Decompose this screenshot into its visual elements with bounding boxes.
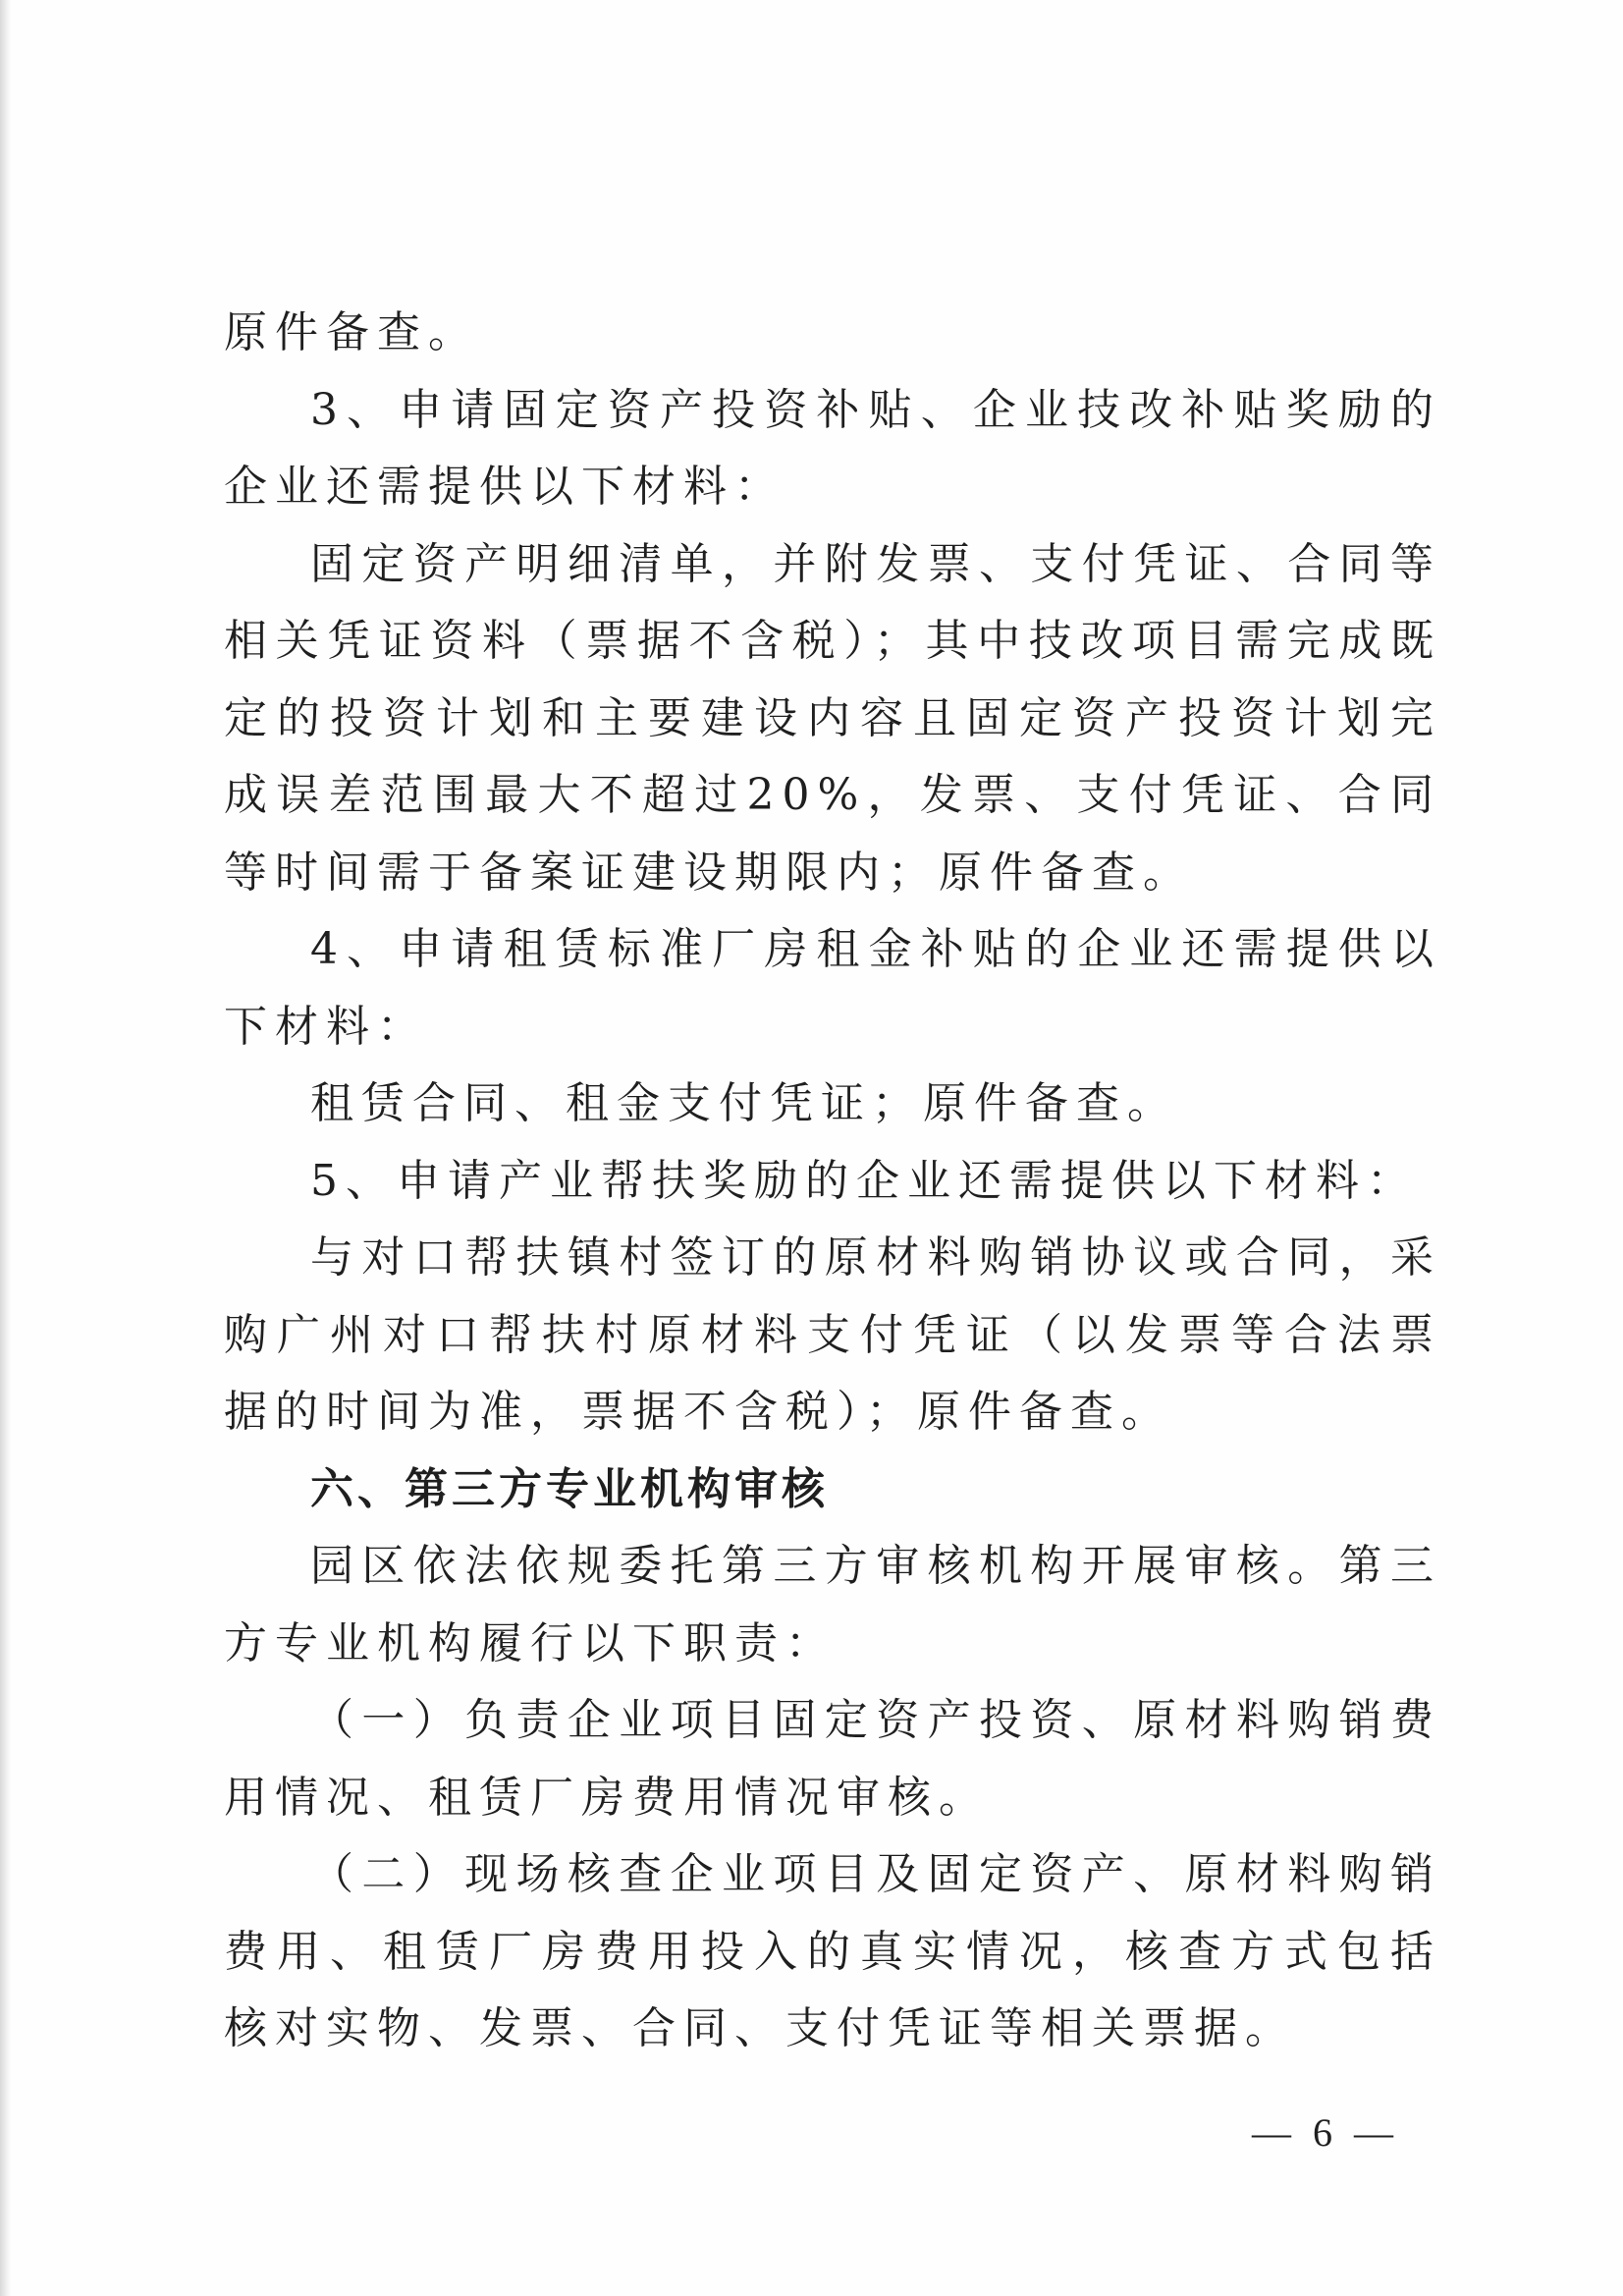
paragraph-duty-one: （一）负责企业项目固定资产投资、原材料购销费用情况、租赁厂房费用情况审核。 <box>224 1695 1441 1823</box>
paragraph-continuation: 原件备查。 <box>224 307 479 357</box>
section-heading-six: 六、第三方专业机构审核 <box>310 1463 829 1514</box>
paragraph-item-5-intro: 5、申请产业帮扶奖励的企业还需提供以下材料： <box>310 1155 1418 1206</box>
paragraph-section-six-intro: 园区依法依规委托第三方审核机构开展审核。第三方专业机构履行以下职责： <box>224 1541 1441 1668</box>
paragraph-item-5-details: 与对口帮扶镇村签订的原材料购销协议或合同，采购广州对口帮扶村原材料支付凭证（以发票等合法票据的时间为准，票据不含税）；原件备查。 <box>224 1232 1441 1437</box>
paragraph-duty-two: （二）现场核查企业项目及固定资产、原材料购销费用、租赁厂房费用投入的真实情况，核查方式包括核对实物、发票、合同、支付凭证等相关票据。 <box>224 1849 1441 2053</box>
paragraph-item-3-intro: 3、申请固定资产投资补贴、企业技改补贴奖励的企业还需提供以下材料： <box>224 384 1441 512</box>
page-edge-shadow <box>0 0 12 2296</box>
paragraph-item-4-details: 租赁合同、租金支付凭证；原件备查。 <box>310 1078 1178 1128</box>
page-number: — 6 — <box>1252 2110 1399 2155</box>
paragraph-item-4-intro: 4、申请租赁标准厂房租金补贴的企业还需提供以下材料： <box>224 924 1441 1052</box>
paragraph-item-3-details: 固定资产明细清单，并附发票、支付凭证、合同等相关凭证资料（票据不含税）；其中技改项目需完成既定的投资计划和主要建设内容且固定资产投资计划完成误差范围最大不超过20%，发票、支付凭证、合同等时间需于备案证建设期限内；原件备查。 <box>224 538 1441 898</box>
document-body <box>224 295 1441 2068</box>
